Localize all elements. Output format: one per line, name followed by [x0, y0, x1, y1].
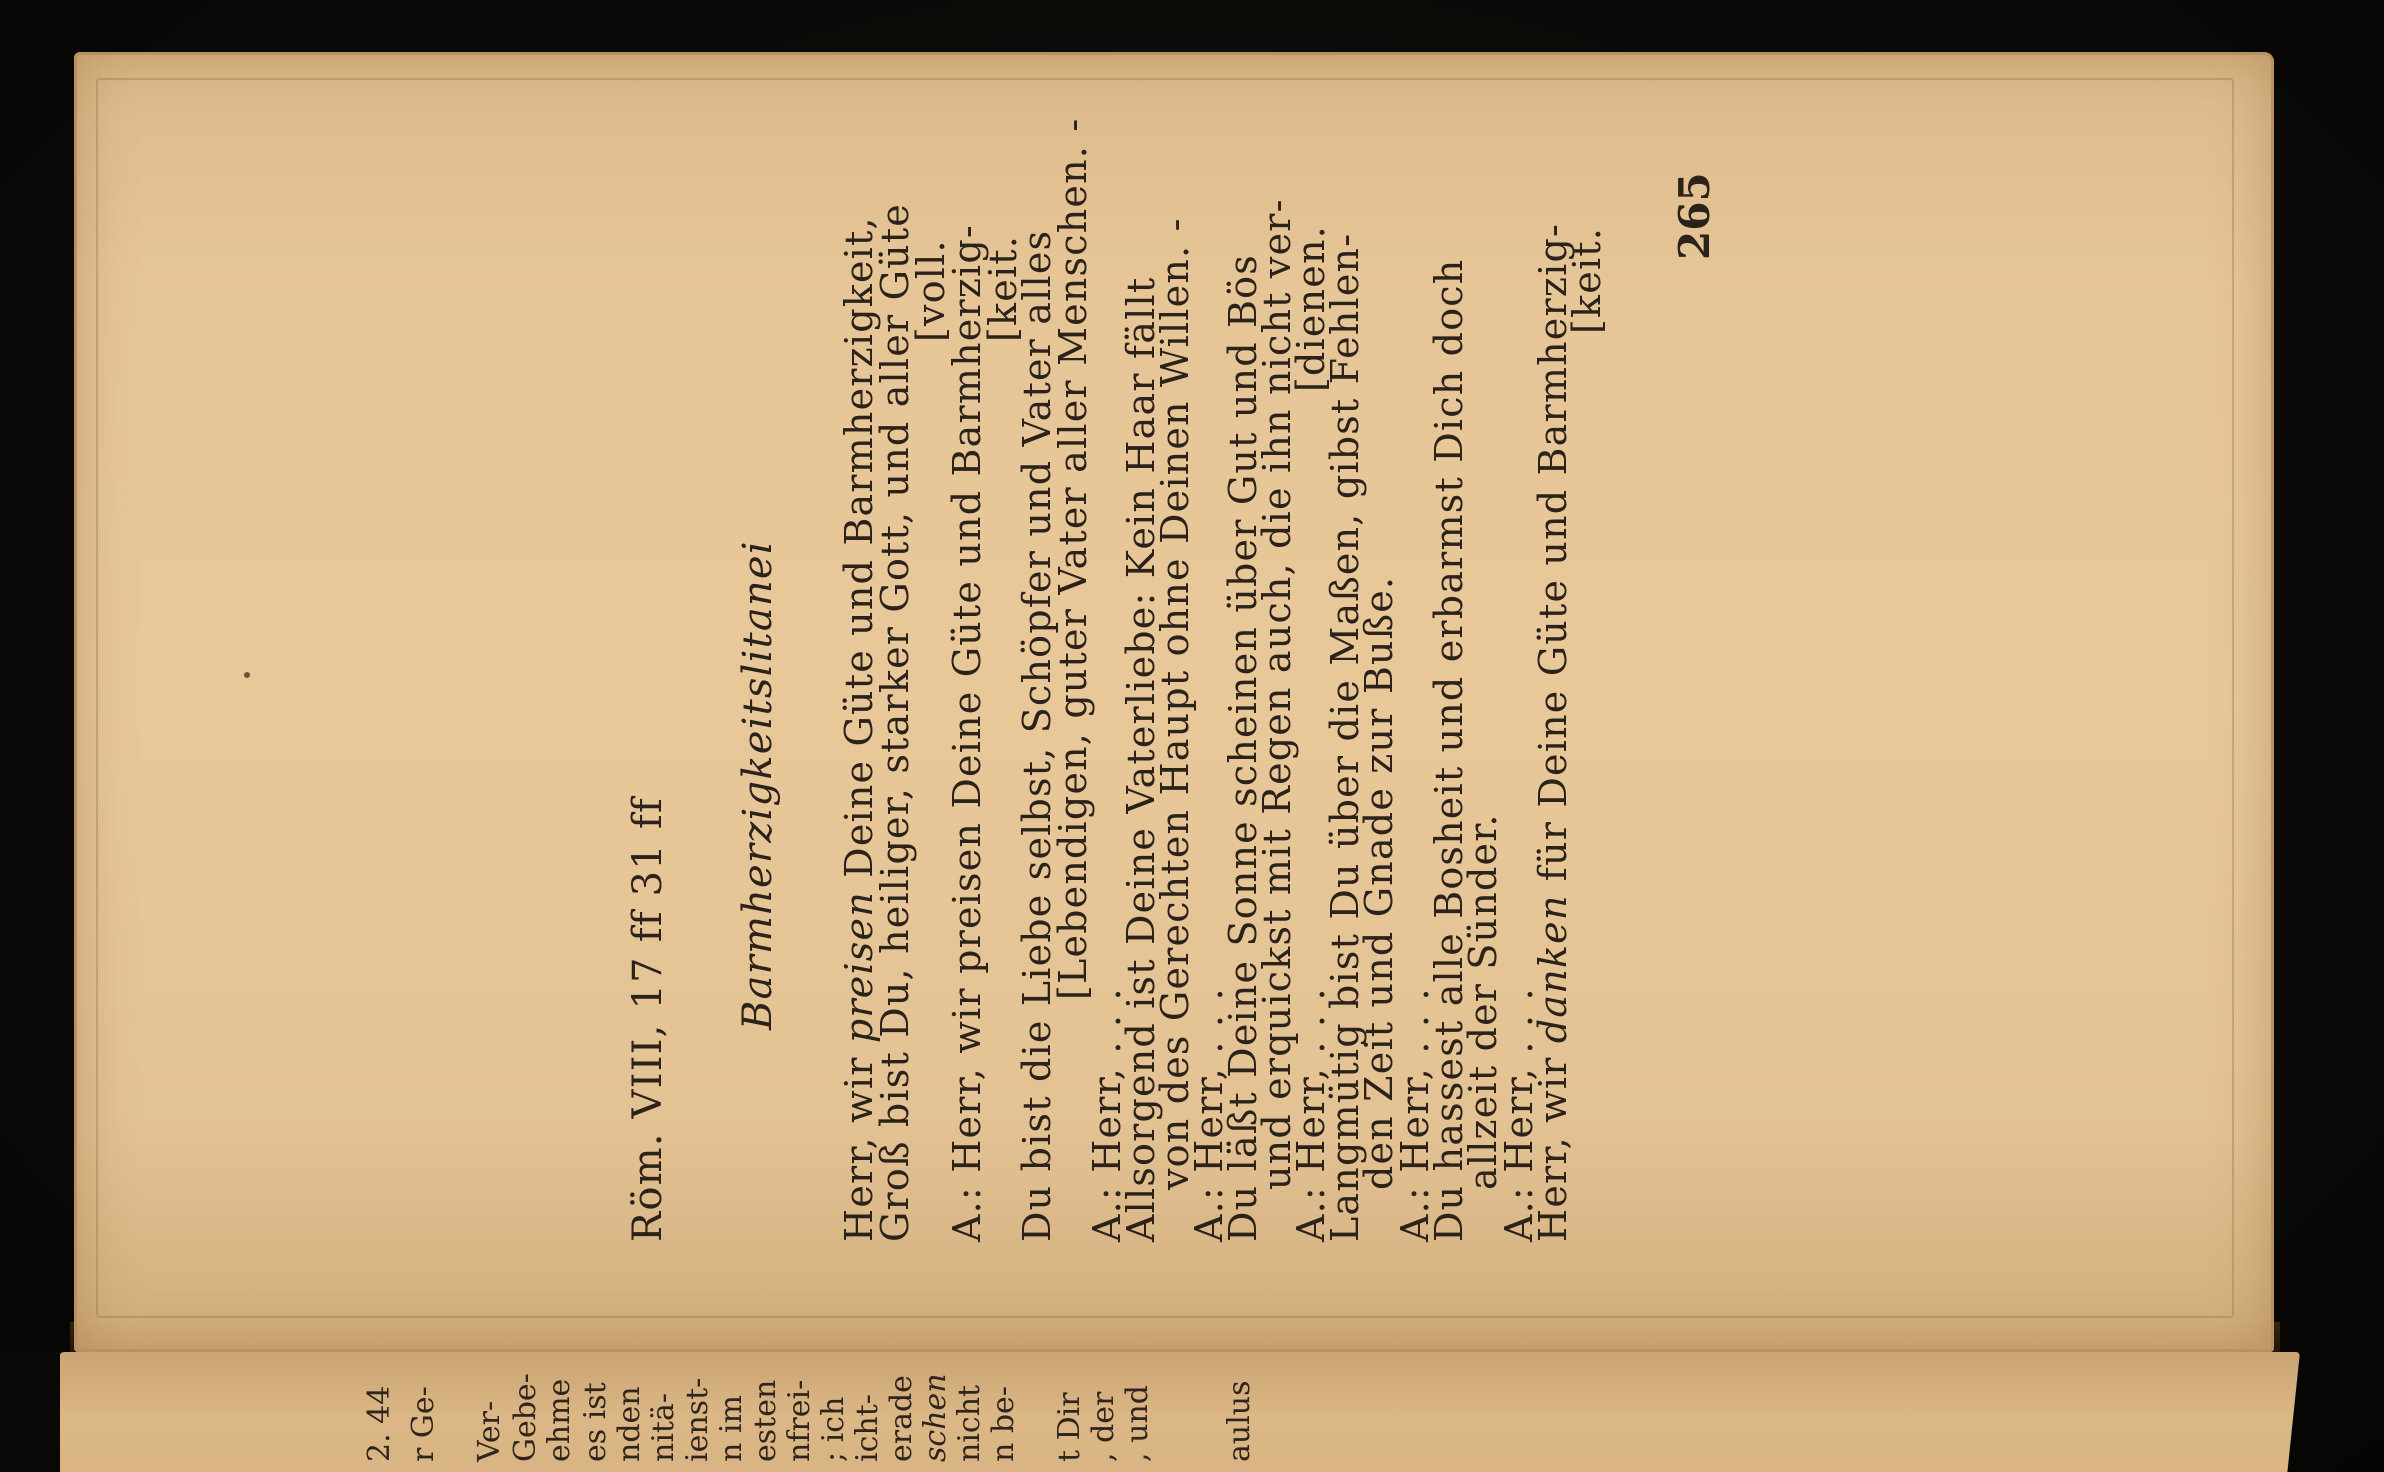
prev-text-fragment: ; ich — [816, 1396, 851, 1462]
prev-text-fragment: ehme — [542, 1378, 577, 1462]
text-run: für Deine Güte und Barmherzig- — [1531, 222, 1575, 895]
litany-line: Du bist die Liebe selbst, Schöpfer und Vater alles — [1015, 229, 1059, 1242]
prev-text-fragment: aulus — [1222, 1380, 1257, 1462]
litany-line: A.: Herr, . . . — [1497, 987, 1541, 1242]
litany-line: Allsorgend ist Deine Vaterliebe: Kein Haar fällt — [1119, 276, 1163, 1242]
text-run: Deine Güte und Barmherzigkeit, — [837, 216, 881, 892]
litany-line: Langmütig bist Du über die Maßen, gibst Fehlen- — [1323, 232, 1367, 1242]
prev-text-fragment: nden — [612, 1386, 647, 1462]
prev-text-fragment: ienst- — [680, 1377, 715, 1462]
litany-line: den Zeit und Gnade zur Buße. — [1357, 575, 1401, 1190]
litany-line — [1531, 222, 1575, 1242]
prev-text-fragment: 2. 44 — [362, 1385, 397, 1462]
emphasis-text: danken — [1531, 894, 1575, 1044]
text-run: Herr, wir — [1531, 1043, 1575, 1242]
litany-line: Du hassest alle Bosheit und erbarmst Dich doch — [1427, 258, 1471, 1242]
prev-text-fragment: schen — [918, 1373, 953, 1462]
litany-line: Du läßt Deine Sonne scheinen über Gut und Bös — [1221, 254, 1265, 1242]
background-corner — [0, 1352, 60, 1472]
page-number: 265 — [1670, 172, 1719, 260]
litany-line: Groß bist Du, heiliger, starker Gott, und aller Güte — [873, 203, 917, 1242]
prev-text-fragment: t Dir — [1052, 1392, 1087, 1462]
litany-line: [Lebendigen, guter Vater aller Menschen. - — [1051, 117, 1095, 1000]
prev-text-fragment: erade — [884, 1375, 919, 1462]
emphasis-text: preisen — [837, 891, 881, 1044]
prev-text-fragment: n im — [714, 1395, 749, 1462]
page-text-block — [600, 117, 2100, 1260]
text-run: Herr, wir — [837, 1043, 881, 1242]
litany-line: [dienen. — [1289, 225, 1333, 392]
paper-speck — [244, 672, 250, 678]
prev-text-fragment: nicht — [952, 1384, 987, 1462]
litany-line: A.: Herr, . . . — [1085, 987, 1129, 1242]
previous-page-text — [362, 1272, 1865, 1472]
prev-text-fragment: Ver- — [472, 1400, 507, 1462]
litany-line: von des Gerechten Haupt ohne Deinen Willen. - — [1153, 217, 1197, 1190]
litany-line: A.: Herr, wir preisen Deine Güte und Barmherzig- — [945, 224, 989, 1242]
scripture-reference: Röm. VIII, 17 ff 31 ff — [625, 797, 671, 1242]
litany-line: A.: Herr, . . . — [1393, 987, 1437, 1242]
prev-text-fragment: es ist — [578, 1382, 613, 1462]
litany-line: A.: Herr, . . . — [1187, 987, 1231, 1242]
litany-title: Barmherzigkeitslitanei — [735, 540, 781, 1030]
litany-line: [keit. — [981, 234, 1025, 342]
prev-text-fragment: nfrei- — [782, 1379, 817, 1462]
prev-text-fragment: nitä- — [646, 1393, 681, 1462]
prev-text-fragment: esten — [748, 1379, 783, 1462]
prev-text-fragment: n be- — [986, 1386, 1021, 1462]
prev-text-fragment: Gebe- — [508, 1373, 543, 1462]
prev-text-fragment: r Ge- — [406, 1386, 441, 1462]
litany-line: [voll. — [909, 239, 953, 342]
prev-text-fragment: icht- — [850, 1394, 885, 1462]
litany-line: A.: Herr, . . . — [1289, 987, 1333, 1242]
prev-text-fragment: , der — [1086, 1391, 1121, 1462]
litany-line: und erquickst mit Regen auch, die ihn nicht ver- — [1255, 198, 1299, 1190]
prev-text-fragment: , und — [1120, 1385, 1155, 1462]
litany-line: allzeit der Sünder. — [1461, 813, 1505, 1190]
litany-line: [keit. — [1565, 226, 1609, 334]
